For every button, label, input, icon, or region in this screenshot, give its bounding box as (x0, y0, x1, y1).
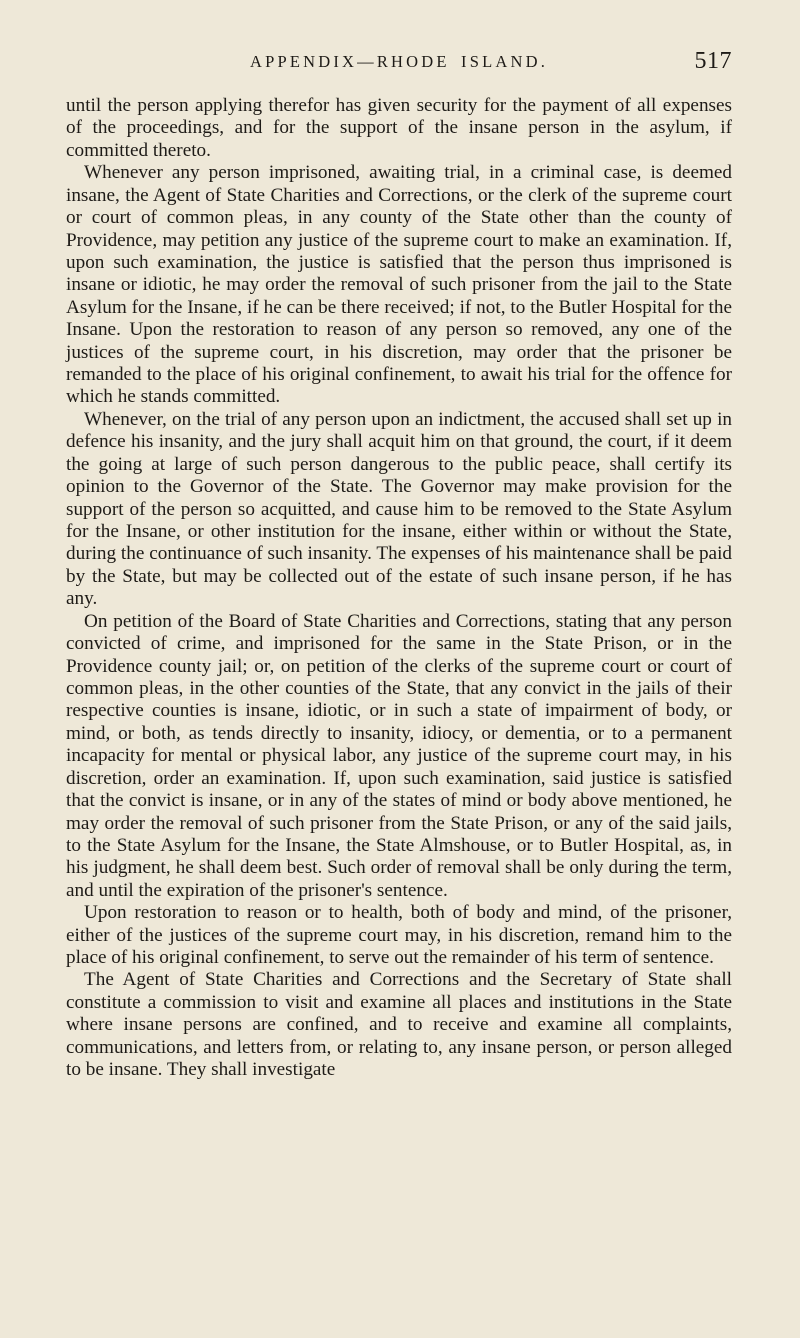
paragraph-2: Whenever any person imprisoned, awaiting trial, in a criminal case, is deemed insane, the Agent of State Charities and Corrections, or the clerk of the supreme court or court of common pleas, in any county of the State other than the county of Providence, may petition any justice of the supreme court to make an examination. If, upon such examination, the justice is satisfied that the person thus imprisoned is insane or idiotic, he may order the removal of such prisoner from the jail to the State Asylum for the Insane, if he can be there received; if not, to the Butler Hospital for the Insane. Upon the restoration to reason of any person so removed, any one of the justices of the supreme court, in his discretion, may order that the prisoner be remanded to the place of his original confinement, to await his trial for the offence for which he stands committed. (66, 162, 732, 408)
paragraph-5: Upon restoration to reason or to health, both of body and mind, of the prisoner, either of the justices of the supreme court may, in his discretion, remand him to the place of his original confinement, to serve out the remainder of his term of sentence. (66, 902, 732, 969)
paragraph-6: The Agent of State Charities and Corrections and the Secretary of State shall constitute a commission to visit and examine all places and institutions in the State where insane persons are confined, and to receive and examine all complaints, communications, and letters from, or relating to, any insane person, or person alleged to be insane. They shall investigate (66, 969, 732, 1081)
page-header (66, 48, 732, 86)
running-head: APPENDIX—RHODE ISLAND. (249, 52, 549, 71)
paragraph-4: On petition of the Board of State Charities and Corrections, stating that any person convicted of crime, and imprisoned for the same in the State Prison, or in the Providence county jail; or, on petition of the clerks of the supreme court or court of common pleas, in the other counties of the State, that any convict in the jails of their respective counties is insane, idiotic, or in such a state of impairment of body, or mind, or both, as tends directly to insanity, idiocy, or dementia, or to a permanent incapacity for mental or physical labor, any justice of the supreme court may, in his discretion, order an examination. If, upon such examination, said justice is satisfied that the convict is insane, or in any of the states of mind or body above mentioned, he may order the removal of such prisoner from the State Prison, or any of the said jails, to the State Asylum for the Insane, the State Almshouse, or to Butler Hospital, as, in his judgment, he shall deem best. Such order of removal shall be only during the term, and until the expiration of the prisoner's sentence. (66, 610, 732, 901)
paragraph-3: Whenever, on the trial of any person upon an indictment, the accused shall set up in defence his insanity, and the jury shall acquit him on that ground, the court, if it deem the going at large of such person dangerous to the public peace, shall certify its opinion to the Governor of the State. The Governor may make provision for the support of the person so acquitted, and cause him to be removed to the State Asylum for the Insane, or other institution for the insane, either within or without the State, during the continuance of such insanity. The expenses of his maintenance shall be paid by the State, but may be collected out of the estate of such insane person, if he has any. (66, 408, 732, 610)
paragraph-1: until the person applying therefor has given security for the payment of all expenses of the proceedings, and for the support of the insane person in the asylum, if committed thereto. (66, 95, 732, 161)
body-text (66, 95, 732, 1082)
page-number: 517 (694, 48, 732, 74)
